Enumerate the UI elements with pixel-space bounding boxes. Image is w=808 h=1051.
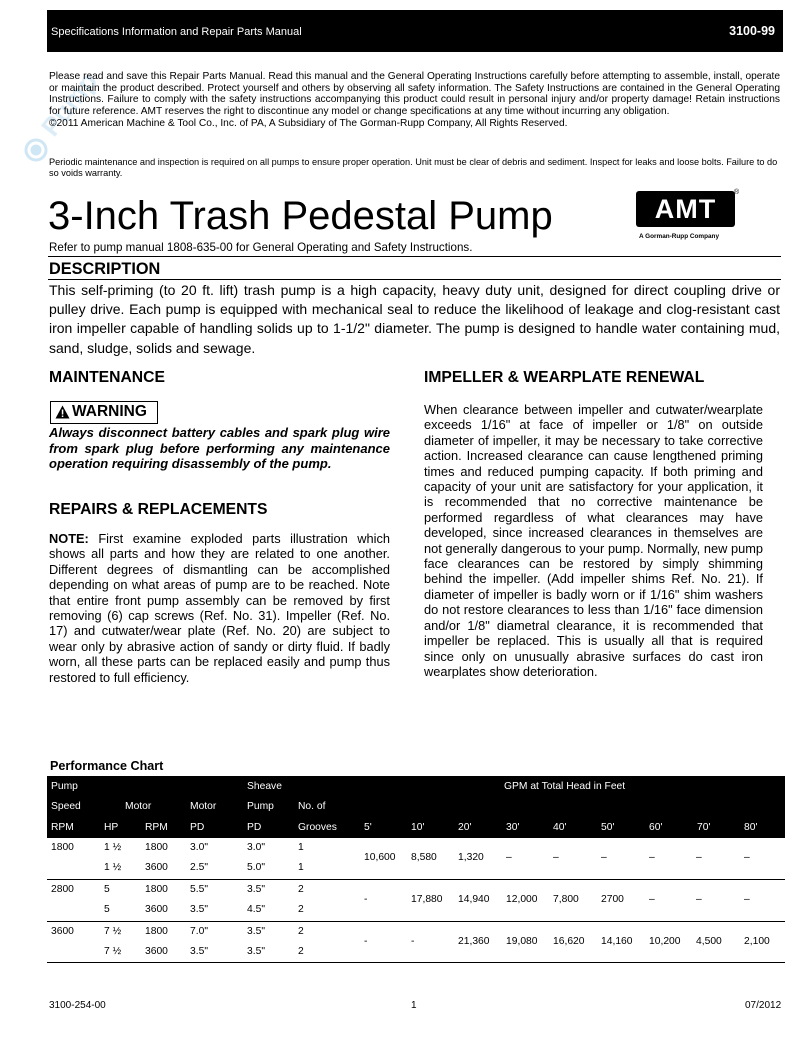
cell-gpm: – — [601, 852, 607, 863]
maintenance-heading: MAINTENANCE — [49, 369, 165, 386]
th-motor: Motor — [125, 801, 152, 812]
th-sheave: Sheave — [247, 781, 282, 792]
repairs-body: First examine exploded parts illustration which shows all parts and how they are related to one another. Different degrees of dismantling can be accomplished depending on what areas of pump are to be reached. Note that entire front pump assembly can be removed by first removing (6) cap screws (Ref. No. 31). Impeller (Ref. No. 17) and cutwater/wear plate (Ref. No. 20) are subject to wear only by abrasive action of sandy or dirty fluid. If badly worn, all these parts can be replaced easily and pump thus restored to full efficiency. — [49, 531, 390, 685]
th-head: 20' — [458, 822, 472, 833]
cell-gpm: 16,620 — [553, 936, 585, 947]
cell-gpm: 19,080 — [506, 936, 538, 947]
th-no-of: No. of — [298, 801, 326, 812]
chart-title: Performance Chart — [50, 759, 164, 773]
row-divider — [47, 879, 785, 880]
th-motor2: Motor — [190, 801, 217, 812]
cell-hp: 1 ½ — [104, 842, 122, 853]
amt-logo — [636, 191, 740, 245]
th-grooves: Grooves — [298, 822, 337, 833]
intro-paragraph: Please read and save this Repair Parts Manual. Read this manual and the General Operating Instructions carefully before attempting to assemble, install, operate or maintain the product described. Protect yourself and others by observing all safety information. The Safety Instructions are contained in the General Operating Instructions. Failure to comply with the safety instructions accompanying this product could result in personal injury and/or property damage! Retain instructions for future reference. AMT reserves the right to discontinue any model or change specifications at any time without incurring any obligation. — [49, 71, 780, 118]
cell-pump-pd: 3.5" — [247, 884, 265, 895]
cell-pump-pd: 3.0" — [247, 842, 265, 853]
header-bar — [47, 10, 783, 52]
cell-motor-pd: 3.5" — [190, 904, 208, 915]
cell-gpm: – — [744, 894, 750, 905]
cell-gpm: 17,880 — [411, 894, 443, 905]
cell-hp: 5 — [104, 884, 110, 895]
maintenance-notice: Periodic maintenance and inspection is required on all pumps to ensure proper operation. Unit must be clear of debris and sediment. Inspect for leaks and loose bolts. Failure to do so voids warranty. — [49, 157, 778, 178]
th-rpm2: RPM — [145, 822, 168, 833]
footer-doc-number: 3100-254-00 — [49, 1000, 106, 1011]
warning-text: Always disconnect battery cables and spark plug wire from spark plug before performing any maintenance operation requiring disassembly of the pump. — [49, 425, 390, 471]
cell-grooves: 2 — [298, 904, 304, 915]
cell-gpm: 21,360 — [458, 936, 490, 947]
cell-hp: 7 ½ — [104, 926, 122, 937]
th-head: 70' — [697, 822, 711, 833]
logo-wordmark: AMT — [636, 191, 735, 227]
cell-motor-pd: 3.0" — [190, 842, 208, 853]
repairs-heading: REPAIRS & REPLACEMENTS — [49, 501, 268, 518]
cell-gpm: - — [411, 936, 415, 947]
title-divider — [48, 256, 781, 257]
th-head: 80' — [744, 822, 758, 833]
cell-gpm: 14,940 — [458, 894, 490, 905]
cell-gpm: 4,500 — [696, 936, 722, 947]
page-subtitle: Refer to pump manual 1808-635-00 for General Operating and Safety Instructions. — [49, 241, 473, 254]
cell-gpm: 1,320 — [458, 852, 484, 863]
th-head: 5' — [364, 822, 372, 833]
cell-motor-pd: 7.0" — [190, 926, 208, 937]
th-pump: Pump — [51, 781, 78, 792]
cell-pump-rpm: 3600 — [51, 926, 74, 937]
th-pd2: PD — [247, 822, 262, 833]
cell-gpm: 8,580 — [411, 852, 437, 863]
th-head: 50' — [601, 822, 615, 833]
impeller-heading: IMPELLER & WEARPLATE RENEWAL — [424, 369, 705, 386]
cell-hp: 7 ½ — [104, 946, 122, 957]
svg-text:Pump: Pump — [35, 66, 104, 142]
cell-gpm: – — [506, 852, 512, 863]
cell-gpm: – — [649, 894, 655, 905]
cell-motor-pd: 2.5" — [190, 862, 208, 873]
cell-pump-pd: 4.5" — [247, 904, 265, 915]
intro-text — [49, 71, 780, 130]
registered-mark: ® — [734, 189, 740, 196]
footer-date: 07/2012 — [745, 1000, 782, 1011]
cell-grooves: 1 — [298, 842, 304, 853]
cell-motor-rpm: 3600 — [145, 946, 168, 957]
cell-gpm: 2700 — [601, 894, 624, 905]
cell-gpm: – — [649, 852, 655, 863]
th-pd: PD — [190, 822, 205, 833]
cell-pump-rpm: 1800 — [51, 842, 74, 853]
warning-badge — [50, 401, 158, 424]
row-divider — [47, 921, 785, 922]
footer-page-number: 1 — [411, 1000, 417, 1011]
cell-motor-pd: 3.5" — [190, 946, 208, 957]
th-head: 40' — [553, 822, 567, 833]
cell-hp: 1 ½ — [104, 862, 122, 873]
copyright: ©2011 American Machine & Tool Co., Inc. of PA, A Subsidiary of The Gorman-Rupp Company, All Rights Reserved. — [49, 117, 568, 129]
cell-gpm: - — [364, 936, 368, 947]
warning-label: WARNING — [72, 403, 147, 420]
th-head: 10' — [411, 822, 425, 833]
cell-motor-pd: 5.5" — [190, 884, 208, 895]
cell-gpm: 2,100 — [744, 936, 770, 947]
cell-gpm: 12,000 — [506, 894, 538, 905]
cell-motor-rpm: 1800 — [145, 842, 168, 853]
cell-pump-pd: 3.5" — [247, 946, 265, 957]
description-text: This self-priming (to 20 ft. lift) trash pump is a high capacity, heavy duty unit, designed for direct coupling drive or pulley drive. Each pump is equipped with mechanical seal to reduce the likelihood of leakage and clog-resistant cast iron impeller capable of handling solids up to 1-1/2" diameter. The pump is designed to handle water containing mud, sand, sludge, solids and sewage. — [49, 282, 780, 356]
cell-gpm: - — [364, 894, 368, 905]
cell-gpm: 7,800 — [553, 894, 579, 905]
th-speed: Speed — [51, 801, 81, 812]
th-head: 30' — [506, 822, 520, 833]
cell-grooves: 1 — [298, 862, 304, 873]
cell-motor-rpm: 1800 — [145, 884, 168, 895]
cell-grooves: 2 — [298, 884, 304, 895]
th-hp: HP — [104, 822, 119, 833]
cell-grooves: 2 — [298, 926, 304, 937]
cell-gpm: – — [696, 894, 702, 905]
cell-grooves: 2 — [298, 946, 304, 957]
page-title: 3-Inch Trash Pedestal Pump — [48, 194, 553, 238]
repairs-text — [49, 531, 390, 685]
cell-gpm: 14,160 — [601, 936, 633, 947]
th-head: 60' — [649, 822, 663, 833]
cell-gpm: – — [744, 852, 750, 863]
th-rpm: RPM — [51, 822, 74, 833]
cell-motor-rpm: 1800 — [145, 926, 168, 937]
manual-type: Specifications Information and Repair Parts Manual — [51, 26, 302, 38]
table-header — [47, 776, 785, 838]
description-heading: DESCRIPTION — [49, 260, 161, 278]
cell-pump-pd: 5.0" — [247, 862, 265, 873]
cell-motor-rpm: 3600 — [145, 904, 168, 915]
manual-number: 3100-99 — [729, 24, 775, 38]
cell-gpm: – — [553, 852, 559, 863]
table-bottom-rule — [47, 962, 785, 963]
description-divider — [48, 279, 781, 280]
warning-icon — [55, 405, 70, 419]
impeller-text: When clearance between impeller and cutwater/wearplate exceeds 1/16" at face of impeller or 1/8" on outside diameter of impeller, it may be necessary to take corrective action. Increased clearance can cause lengthened priming times and reduced pumping capacity. If both priming and capacity of your unit are satisfactory for your application, it is recommended that no corrective maintenance be performed regardless of what clearances may have developed, since increased clearances in themselves are not generally dangerous to your pump. Normally, new pump face clearances can be restored by simply shimming behind the impeller. (Add impeller shims Ref. No. 21). If diameter of impeller is badly worn or if 1/16" shim washers do not restore clearances to less than 1/16" face dimension and/or 1/8" diametral clearance, it is recommended that impeller be replaced. This is usually all that is required since only on unusually abrasive surfaces do cast iron wearplates show deterioration. — [424, 402, 763, 679]
note-label: NOTE: — [49, 531, 89, 546]
th-gpm: GPM at Total Head in Feet — [504, 781, 626, 792]
logo-tagline: A Gorman-Rupp Company — [639, 233, 720, 240]
cell-hp: 5 — [104, 904, 110, 915]
th-pump2: Pump — [247, 801, 274, 812]
cell-gpm: 10,600 — [364, 852, 396, 863]
cell-gpm: 10,200 — [649, 936, 681, 947]
cell-pump-rpm: 2800 — [51, 884, 74, 895]
cell-pump-pd: 3.5" — [247, 926, 265, 937]
cell-motor-rpm: 3600 — [145, 862, 168, 873]
cell-gpm: – — [696, 852, 702, 863]
